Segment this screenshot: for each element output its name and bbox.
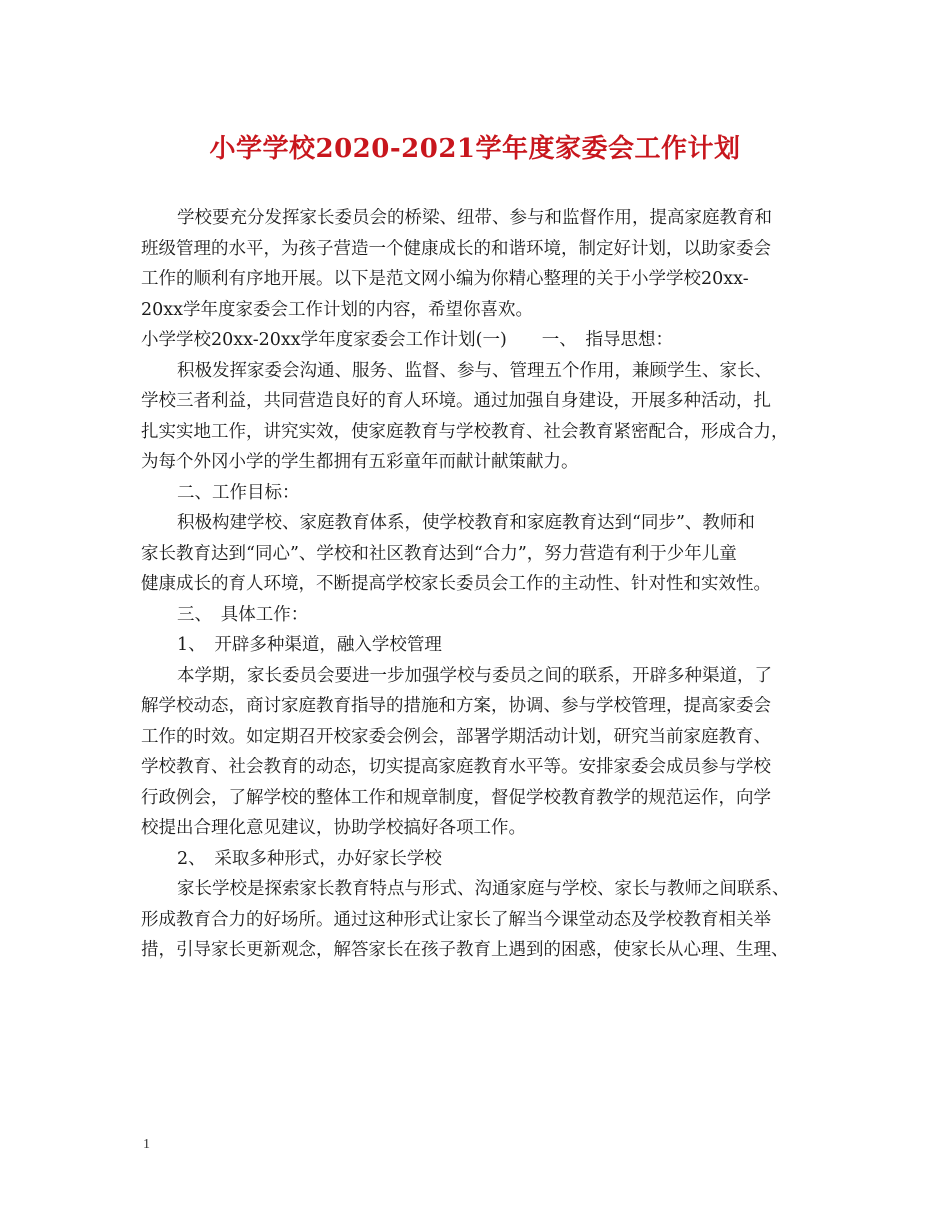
section-heading-line: 小学学校20xx-20xx学年度家委会工作计划(一) 一、 指导思想： bbox=[141, 330, 674, 350]
paragraph-line: 积极发挥家委会沟通、服务、监督、参与、管理五个作用，兼顾学生、家长、 bbox=[177, 360, 772, 381]
paragraph-line: 班级管理的水平，为孩子营造一个健康成长的和谐环境，制定好计划，以助家委会 bbox=[141, 238, 771, 259]
section-heading: 二、工作目标： bbox=[177, 482, 300, 503]
paragraph-line: 积极构建学校、家庭教育体系，使学校教育和家庭教育达到“同步”、教师和 bbox=[177, 513, 755, 533]
document-title: 小学学校2020-2021学年度家委会工作计划 bbox=[209, 134, 741, 164]
subsection-heading: 2、 采取多种形式，办好家长学校 bbox=[177, 848, 442, 869]
paragraph-line: 家长学校是探索家长教育特点与形式、沟通家庭与学校、家长与教师之间联系、 bbox=[177, 879, 790, 899]
paragraph-line: 本学期，家长委员会要进一步加强学校与委员之间的联系，开辟多种渠道，了 bbox=[177, 665, 772, 686]
paragraph-line: 校提出合理化意见建议，协助学校搞好各项工作。 bbox=[141, 818, 526, 838]
paragraph-line: 扎实实地工作，讲究实效，使家庭教育与学校教育、社会教育紧密配合，形成合力， bbox=[141, 421, 789, 442]
paragraph-line: 学校三者利益，共同营造良好的育人环境。通过加强自身建设，开展多种活动，扎 bbox=[141, 391, 771, 411]
paragraph-line: 为每个外冈小学的学生都拥有五彩童年而献计献策献力。 bbox=[141, 452, 579, 472]
paragraph-line: 健康成长的育人环境，不断提高学校家长委员会工作的主动性、针对性和实效性。 bbox=[141, 574, 771, 594]
paragraph-line: 行政例会，了解学校的整体工作和规章制度，督促学校教育教学的规范运作，向学 bbox=[141, 787, 771, 808]
paragraph-line: 措，引导家长更新观念，解答家长在孩子教育上遇到的困惑，使家长从心理、生理、 bbox=[141, 940, 789, 960]
paragraph-line: 学校教育、社会教育的动态，切实提高家庭教育水平等。安排家委会成员参与学校 bbox=[141, 757, 771, 777]
paragraph-line: 工作的时效。如定期召开校家委会例会，部署学期活动计划，研究当前家庭教育、 bbox=[141, 726, 771, 747]
paragraph-line: 家长教育达到“同心”、学校和社区教育达到“合力”，努力营造有利于少年儿童 bbox=[141, 543, 737, 564]
paragraph-line: 工作的顺利有序地开展。以下是范文网小编为你精心整理的关于小学学校20xx- bbox=[141, 269, 749, 289]
paragraph-line: 20xx学年度家委会工作计划的内容，希望你喜欢。 bbox=[141, 299, 534, 320]
subsection-heading: 1、 开辟多种渠道，融入学校管理 bbox=[177, 635, 442, 655]
paragraph-line: 解学校动态，商讨家庭教育指导的措施和方案，协调、参与学校管理，提高家委会 bbox=[141, 696, 771, 716]
section-heading: 三、 具体工作： bbox=[177, 604, 309, 625]
paragraph-line: 学校要充分发挥家长委员会的桥梁、纽带、参与和监督作用，提高家庭教育和 bbox=[177, 208, 772, 228]
page-number: 1 bbox=[143, 1137, 150, 1152]
paragraph-line: 形成教育合力的好场所。通过这种形式让家长了解当今课堂动态及学校教育相关举 bbox=[141, 909, 771, 930]
document-body bbox=[141, 203, 821, 966]
